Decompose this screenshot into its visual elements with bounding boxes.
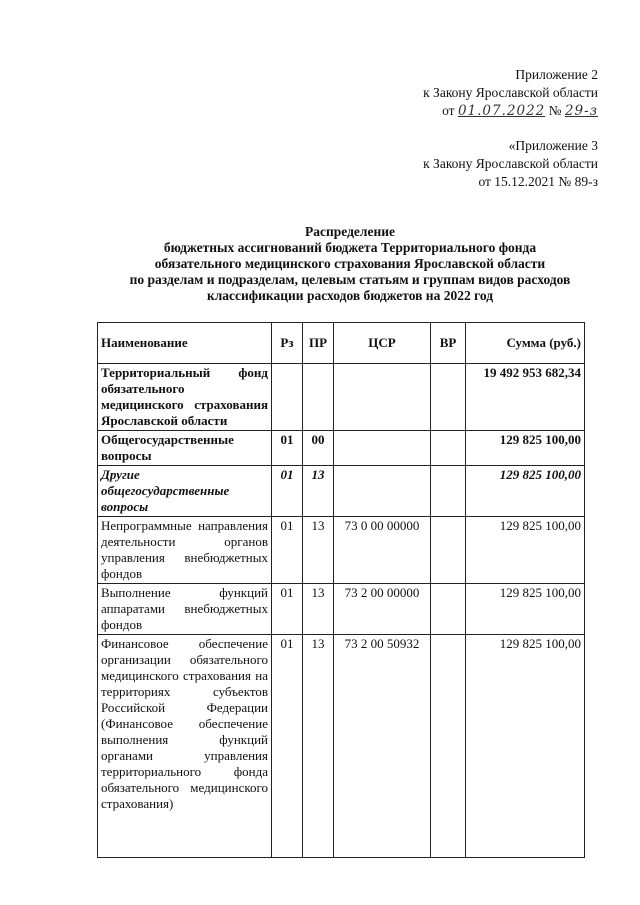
header-name: Наименование (98, 323, 272, 364)
cell-vr (431, 584, 466, 635)
cell-name: Финансовое обеспечение организации обязательного медицинского страхования на территориях субъектов Российской Федерации (Финансовое обеспечение выполнения функций органами управления территориального фонда обязательного медицинского страхования) (98, 635, 272, 858)
cell-sum: 19 492 953 682,34 (466, 364, 585, 431)
cell-name: Территориальный фонд обязательного медицинского страхования Ярославской области (98, 364, 272, 431)
number-label: № (548, 103, 562, 118)
cell-pr: 13 (303, 584, 334, 635)
handwritten-number: 29-з (564, 103, 598, 119)
appendix-2-header (423, 66, 598, 120)
document-title (60, 224, 640, 304)
appendix-2-line1: Приложение 2 (515, 67, 598, 82)
cell-vr (431, 364, 466, 431)
cell-pr: 00 (303, 431, 334, 466)
cell-pr: 13 (303, 517, 334, 584)
table-row (98, 364, 585, 431)
table-row (98, 517, 585, 584)
cell-pr (303, 364, 334, 431)
header-pr: ПР (303, 323, 334, 364)
cell-vr (431, 466, 466, 517)
cell-rz: 01 (272, 431, 303, 466)
table-header-row (98, 323, 585, 364)
budget-table (97, 322, 585, 858)
appendix-2-line2: к Закону Ярославской области (423, 85, 598, 100)
header-rz: Рз (272, 323, 303, 364)
cell-rz: 01 (272, 635, 303, 858)
title-line3: обязательного медицинского страхования Ярославской области (154, 256, 546, 271)
cell-rz: 01 (272, 584, 303, 635)
appendix-3-line2: к Закону Ярославской области (423, 156, 598, 171)
cell-name: Непрограммные направления деятельности органов управления внебюджетных фондов (98, 517, 272, 584)
header-vr: ВР (431, 323, 466, 364)
cell-name: Выполнение функций аппаратами внебюджетных фондов (98, 584, 272, 635)
cell-sum: 129 825 100,00 (466, 584, 585, 635)
cell-sum: 129 825 100,00 (466, 466, 585, 517)
title-line4: по разделам и подразделам, целевым статьям и группам видов расходов (129, 272, 571, 287)
appendix-3-line3: от 15.12.2021 № 89-з (478, 174, 598, 189)
cell-vr (431, 517, 466, 584)
cell-vr (431, 431, 466, 466)
cell-rz: 01 (272, 517, 303, 584)
cell-csr (334, 364, 431, 431)
title-line5: классификации расходов бюджетов на 2022 год (206, 288, 494, 303)
appendix-3-line1: «Приложение 3 (508, 138, 598, 153)
cell-vr (431, 635, 466, 858)
table-row (98, 584, 585, 635)
cell-rz (272, 364, 303, 431)
table-row (98, 635, 585, 858)
cell-csr (334, 431, 431, 466)
cell-rz: 01 (272, 466, 303, 517)
cell-csr: 73 2 00 50932 (334, 635, 431, 858)
cell-name: Другие общегосударственные вопросы (98, 466, 272, 517)
date-prefix: от (442, 103, 455, 118)
cell-name: Общегосударственные вопросы (98, 431, 272, 466)
cell-csr (334, 466, 431, 517)
title-line1: Распределение (304, 224, 396, 239)
cell-csr: 73 0 00 00000 (334, 517, 431, 584)
cell-sum: 129 825 100,00 (466, 431, 585, 466)
header-csr: ЦСР (334, 323, 431, 364)
title-line2: бюджетных ассигнований бюджета Территориального фонда (163, 240, 537, 255)
cell-csr: 73 2 00 00000 (334, 584, 431, 635)
header-sum: Сумма (руб.) (466, 323, 585, 364)
table-row (98, 466, 585, 517)
appendix-2-line3 (423, 102, 598, 120)
cell-pr: 13 (303, 466, 334, 517)
table-row (98, 431, 585, 466)
appendix-3-header (423, 137, 598, 191)
cell-sum: 129 825 100,00 (466, 517, 585, 584)
cell-sum: 129 825 100,00 (466, 635, 585, 858)
handwritten-date: 01.07.2022 (457, 103, 546, 119)
cell-pr: 13 (303, 635, 334, 858)
